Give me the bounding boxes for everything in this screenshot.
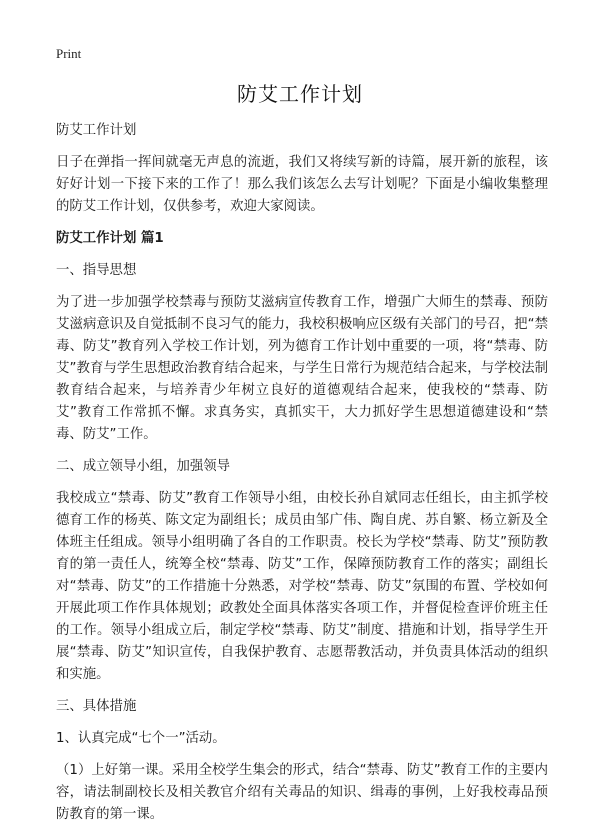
paragraph-leadership-group: 我校成立“禁毒、防艾”教育工作领导小组，由校长孙自斌同志任组长，由主抓学校德育工作的杨英、陈文定为副组长；成员由邹广伟、陶自虎、苏自繁、杨立新及全体班主任组成。领导小组明确了各自的工作职责。校长为学校“禁毒、防艾”预防教育的第一责任人，统筹全校“禁毒、防艾”工作，保障预防教育工作的落实；副组长对“禁毒、防艾”的工作措施十分熟悉，对学校“禁毒、防艾”氛围的布置、学校如何开展此项工作作具体规划；政教处全面具体落实各项工作，并督促检查评价班主任的工作。领导小组成立后，制定学校“禁毒、防艾”制度、措施和计划，指导学生开展“禁毒、防艾”知识宣传，自我保护教育、志愿帮教活动，并负责具体活动的组织和实施。 <box>56 491 548 682</box>
page-title: 防艾工作计划 <box>237 82 363 106</box>
intro-paragraph: 日子在弹指一挥间就毫无声息的流逝，我们又将续写新的诗篇，展开新的旅程，该好好计划一下接下来的工作了！那么我们该怎么去写计划呢？下面是小编收集整理的防艾工作计划，仅供参考，欢迎大家阅读。 <box>56 155 548 214</box>
heading-leadership-group: 二、成立领导小组，加强领导 <box>56 459 231 474</box>
list-subitem: （1）上好第一课。采用全校学生集会的形式，结合“禁毒、防艾”教育工作的主要内容，请法制副校长及相关教官介绍有关毒品的知识、缉毒的事例，上好我校毒品预防教育的第一课。 <box>56 763 548 822</box>
list-item: 1、认真完成“七个一”活动。 <box>56 731 226 746</box>
document-subtitle: 防艾工作计划 <box>56 123 137 138</box>
print-link[interactable]: Print <box>56 46 82 61</box>
heading-guiding-thought: 一、指导思想 <box>56 263 137 278</box>
paragraph-guiding-thought: 为了进一步加强学校禁毒与预防艾滋病宣传教育工作，增强广大师生的禁毒、预防艾滋病意识及自觉抵制不良习气的能力，我校积极响应区级有关部门的号召，把“禁毒、防艾”教育列入学校工作计划，列为德育工作计划中重要的一项，将“禁毒、防艾”教育与学生思想政治教育结合起来，与学生日常行为规范结合起来，与学校法制教育结合起来，与培养青少年树立良好的道德观结合起来，使我校的“禁毒、防艾”教育工作常抓不懈。求真务实，真抓实干，大力抓好学生思想道德建设和“禁毒、防艾”工作。 <box>56 295 548 442</box>
heading-specific-measures: 三、具体措施 <box>56 699 137 714</box>
section-title: 防艾工作计划 篇1 <box>56 231 164 246</box>
document-body <box>56 120 548 836</box>
